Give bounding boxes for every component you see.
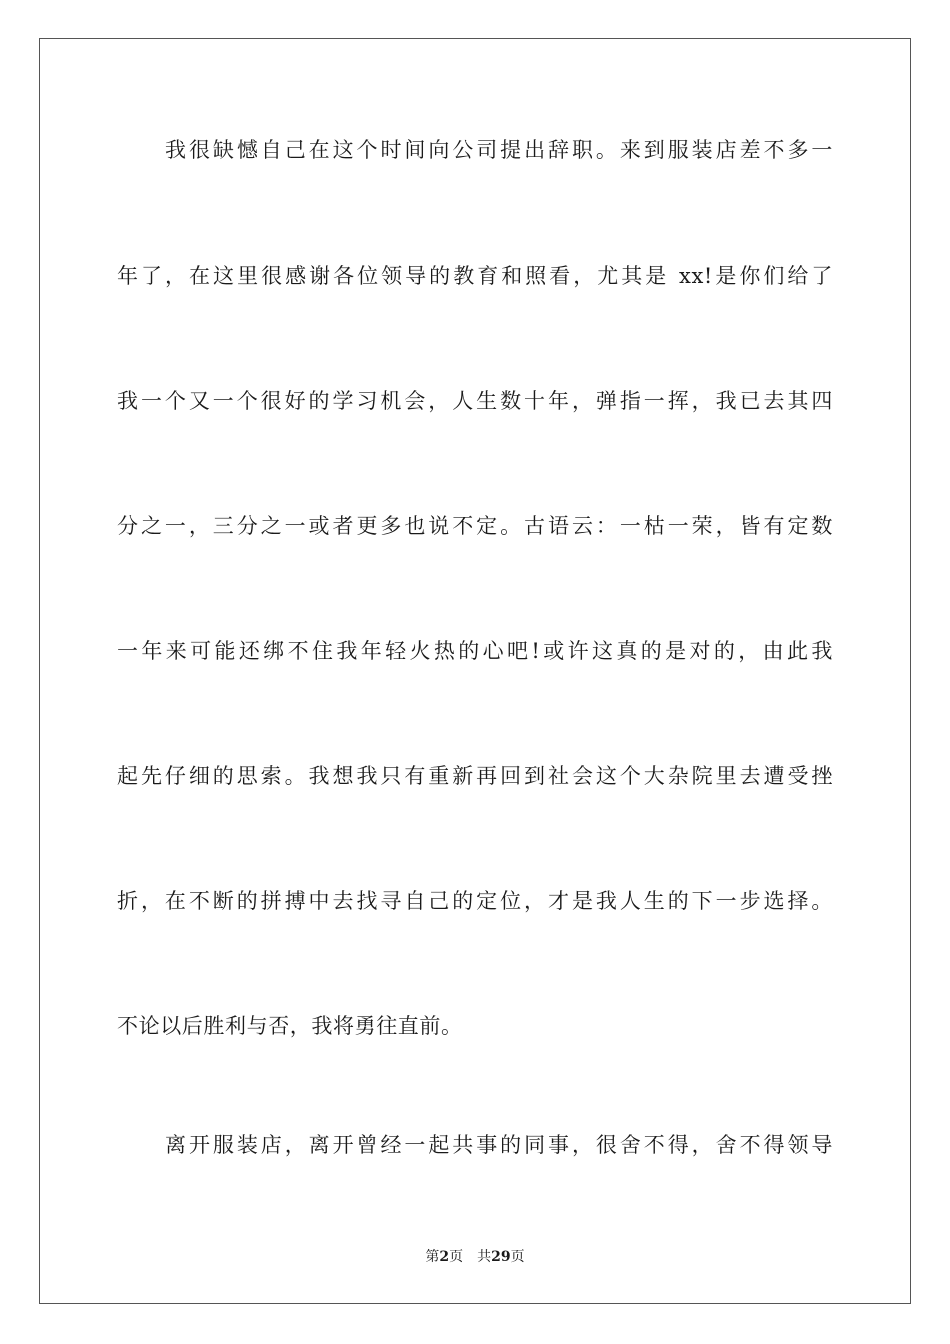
body-line-8: 不论以后胜利与否，我将勇往直前。	[117, 1014, 463, 1038]
body-line-1: 我很缺憾自己在这个时间向公司提出辞职。来到服装店差不多一	[165, 138, 833, 162]
total-prefix: 共	[477, 1249, 492, 1265]
page-current: 2	[439, 1249, 450, 1265]
page-border	[39, 38, 911, 1304]
body-line-2: 年了，在这里很感谢各位领导的教育和照看，尤其是 xx!是你们给了	[117, 264, 833, 288]
body-line-7: 折，在不断的拼搏中去找寻自己的定位，才是我人生的下一步选择。	[117, 889, 833, 913]
page-footer	[0, 1248, 950, 1266]
page-total: 29	[491, 1249, 511, 1265]
page-suffix: 页	[449, 1249, 464, 1265]
page-prefix: 第	[425, 1249, 440, 1265]
body-line-4: 分之一，三分之一或者更多也说不定。古语云：一枯一荣，皆有定数	[117, 514, 833, 538]
body-line-3: 我一个又一个很好的学习机会，人生数十年，弹指一挥，我已去其四	[117, 389, 833, 413]
body-line-6: 起先仔细的思索。我想我只有重新再回到社会这个大杂院里去遭受挫	[117, 764, 833, 788]
total-suffix: 页	[510, 1249, 525, 1265]
body-line-5: 一年来可能还绑不住我年轻火热的心吧!或许这真的是对的，由此我	[117, 639, 833, 663]
body-line-9: 离开服装店，离开曾经一起共事的同事，很舍不得，舍不得领导	[165, 1133, 833, 1157]
